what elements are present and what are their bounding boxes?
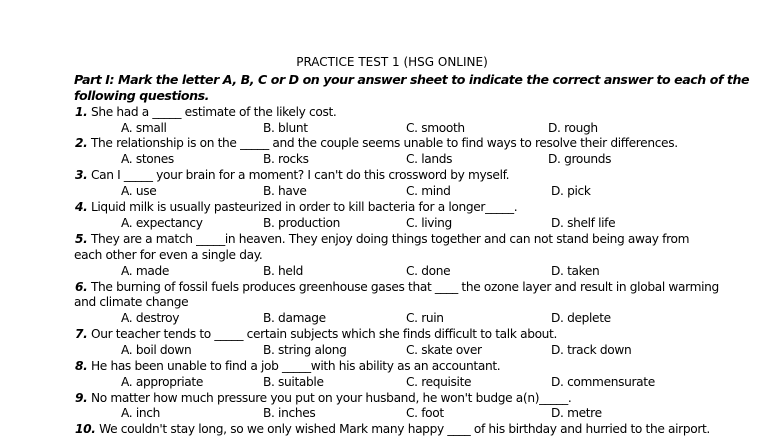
question-number: 3. xyxy=(75,168,88,182)
question-text: He has been unable to find a job _____with his ability as an accountant. xyxy=(90,359,501,373)
option-a: A. expectancy xyxy=(121,216,203,230)
question-text: The relationship is on the _____ and the couple seems unable to find ways to resolve their differences. xyxy=(90,136,678,150)
option-d: D. pick xyxy=(551,184,591,198)
question-3 xyxy=(75,168,509,182)
question-5 xyxy=(75,232,689,246)
question-4 xyxy=(75,200,517,214)
option-b: B. damage xyxy=(263,311,326,325)
question-text: No matter how much pressure you put on your husband, he won't budge a(n)_____. xyxy=(90,391,572,405)
part-instructions: Part I: Mark the letter A, B, C or D on your answer sheet to indicate the correct answer to each of the following questions. xyxy=(74,72,750,103)
option-d: D. taken xyxy=(551,264,600,278)
question-number: 8. xyxy=(75,359,88,373)
question-number: 4. xyxy=(75,200,88,214)
option-b: B. inches xyxy=(263,406,316,420)
question-text: The burning of fossil fuels produces greenhouse gases that ____ the ozone layer and result in global warming xyxy=(90,280,719,294)
option-b: B. rocks xyxy=(263,152,309,166)
question-text: Can I _____ your brain for a moment? I can't do this crossword by myself. xyxy=(90,168,510,182)
question-10 xyxy=(75,422,710,436)
option-a: A. use xyxy=(121,184,157,198)
question-text: She had a _____ estimate of the likely cost. xyxy=(90,105,337,119)
question-number: 1. xyxy=(75,105,88,119)
option-d: D. shelf life xyxy=(551,216,616,230)
option-a: A. destroy xyxy=(121,311,180,325)
option-c: C. skate over xyxy=(406,343,482,357)
option-d: D. rough xyxy=(548,121,598,135)
option-b: B. suitable xyxy=(263,375,324,389)
option-b: B. held xyxy=(263,264,304,278)
option-b: B. string along xyxy=(263,343,347,357)
option-c: C. ruin xyxy=(406,311,444,325)
question-text: Our teacher tends to _____ certain subjects which she finds difficult to talk about. xyxy=(90,327,558,341)
question-number: 6. xyxy=(75,280,88,294)
question-text: They are a match _____in heaven. They enjoy doing things together and can not stand being away from xyxy=(90,232,690,246)
question-8 xyxy=(75,359,500,373)
question-number: 7. xyxy=(75,327,88,341)
question-number: 9. xyxy=(75,391,88,405)
option-a: A. boil down xyxy=(121,343,192,357)
option-a: A. stones xyxy=(121,152,174,166)
option-b: B. have xyxy=(263,184,307,198)
option-c: C. done xyxy=(406,264,451,278)
option-d: D. metre xyxy=(551,406,602,420)
option-c: C. foot xyxy=(406,406,444,420)
option-d: D. grounds xyxy=(548,152,612,166)
question-6-continuation: and climate change xyxy=(74,295,189,309)
option-c: C. requisite xyxy=(406,375,472,389)
question-9 xyxy=(75,391,571,405)
option-a: A. inch xyxy=(121,406,160,420)
option-d: D. deplete xyxy=(551,311,611,325)
test-title: PRACTICE TEST 1 (HSG ONLINE) xyxy=(296,55,488,69)
question-2 xyxy=(75,136,678,150)
option-c: C. mind xyxy=(406,184,451,198)
option-b: B. blunt xyxy=(263,121,308,135)
question-number: 5. xyxy=(75,232,88,246)
question-number: 10. xyxy=(75,422,96,436)
question-7 xyxy=(75,327,557,341)
question-6 xyxy=(75,280,719,294)
option-b: B. production xyxy=(263,216,341,230)
question-text: We couldn't stay long, so we only wished Mark many happy ____ of his birthday and hurried to the airport. xyxy=(99,422,710,436)
option-c: C. lands xyxy=(406,152,453,166)
option-a: A. appropriate xyxy=(121,375,203,389)
question-1 xyxy=(75,105,336,119)
option-d: D. track down xyxy=(551,343,632,357)
option-c: C. living xyxy=(406,216,452,230)
question-5-continuation: each other for even a single day. xyxy=(74,248,263,262)
option-c: C. smooth xyxy=(406,121,465,135)
option-a: A. small xyxy=(121,121,167,135)
option-a: A. made xyxy=(121,264,169,278)
question-text: Liquid milk is usually pasteurized in order to kill bacteria for a longer_____. xyxy=(90,200,518,214)
question-number: 2. xyxy=(75,136,88,150)
option-d: D. commensurate xyxy=(551,375,655,389)
